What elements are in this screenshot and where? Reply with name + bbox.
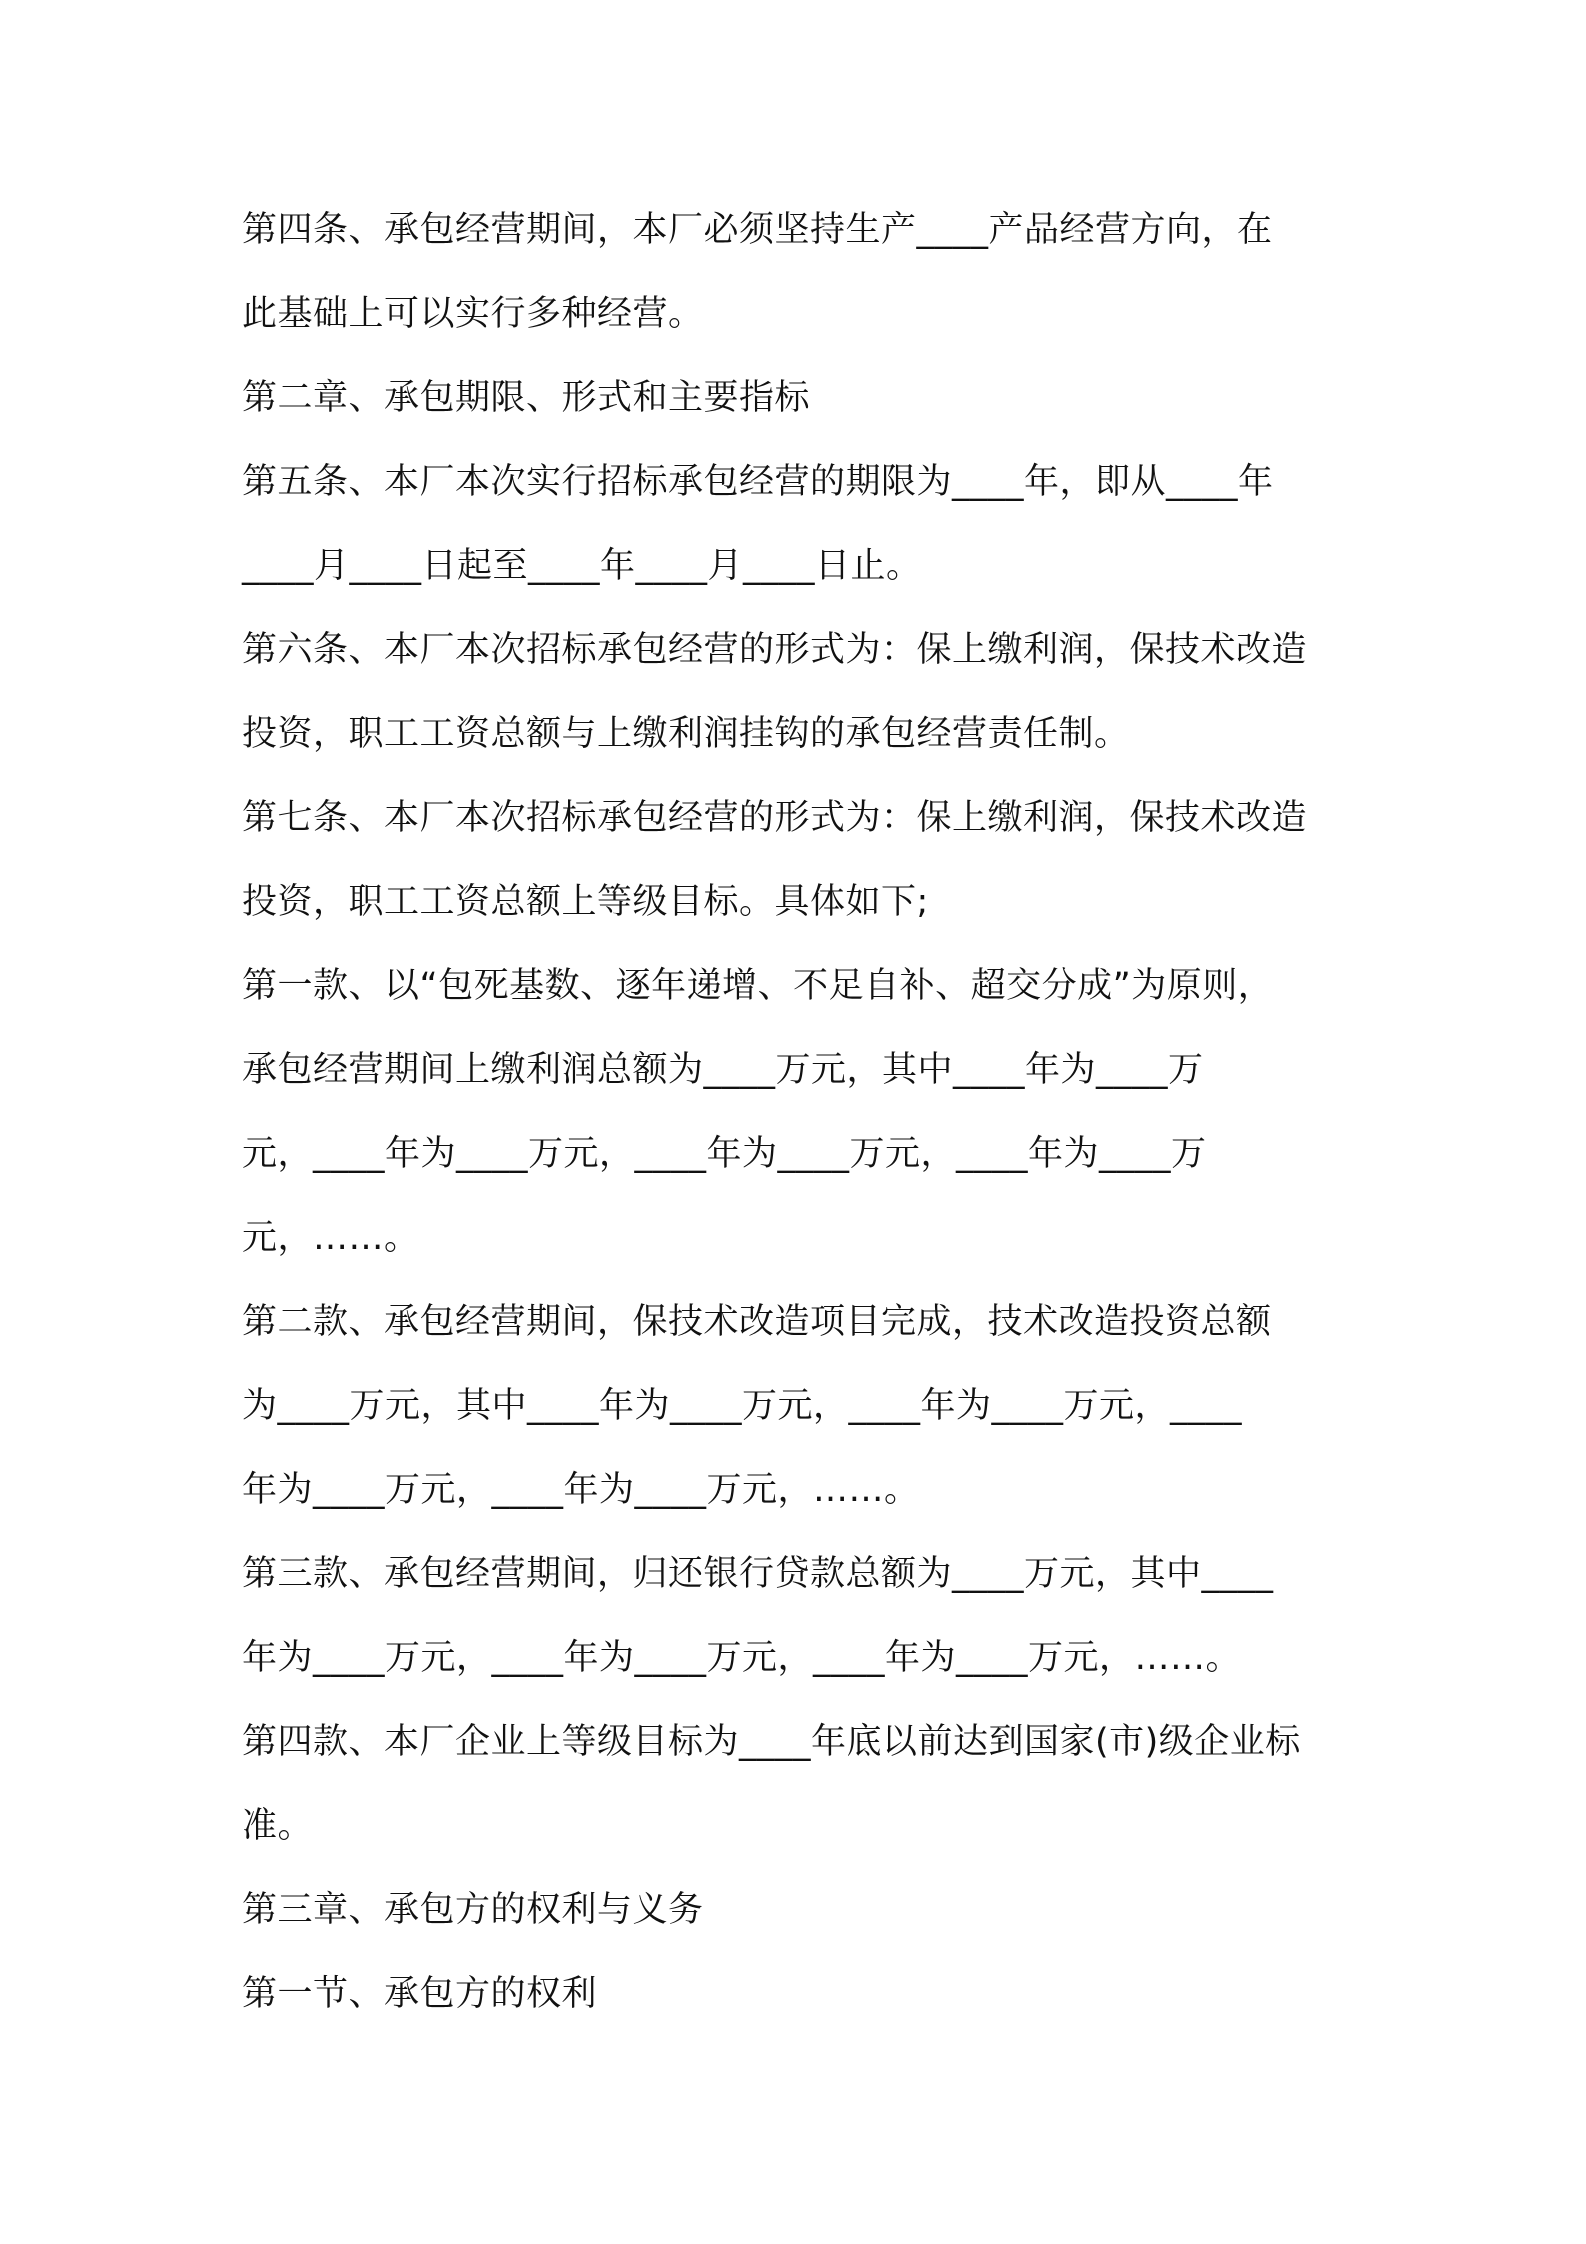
- article-5-line-1: 第五条、本厂本次实行招标承包经营的期限为____年，即从____年: [242, 462, 1274, 502]
- clause-4-line-1: 第四款、本厂企业上等级目标为____年底以前达到国家(市)级企业标: [242, 1722, 1301, 1762]
- article-4-line-2: 此基础上可以实行多种经营。: [242, 294, 704, 334]
- article-7-line-1: 第七条、本厂本次招标承包经营的形式为：保上缴利润，保技术改造: [242, 798, 1308, 838]
- clause-4-line-2: 准。: [242, 1806, 314, 1846]
- clause-2-line-3: 年为____万元，____年为____万元，……。: [242, 1470, 920, 1510]
- clause-1-line-4: 元，……。: [242, 1218, 420, 1258]
- article-5-line-2: ____月____日起至____年____月____日止。: [242, 546, 922, 586]
- section-1-heading: 第一节、承包方的权利: [242, 1974, 598, 2014]
- clause-2-line-2: 为____万元，其中____年为____万元，____年为____万元，____: [242, 1386, 1243, 1426]
- clause-1-line-3: 元，____年为____万元，____年为____万元，____年为____万: [242, 1134, 1207, 1174]
- article-4-line-1: 第四条、承包经营期间，本厂必须坚持生产____产品经营方向，在: [242, 210, 1273, 250]
- clause-3-line-2: 年为____万元，____年为____万元，____年为____万元，……。: [242, 1638, 1242, 1678]
- article-6-line-2: 投资，职工工资总额与上缴利润挂钩的承包经营责任制。: [242, 714, 1130, 754]
- article-7-line-2: 投资，职工工资总额上等级目标。具体如下;: [242, 882, 929, 922]
- clause-2-line-1: 第二款、承包经营期间，保技术改造项目完成，技术改造投资总额: [242, 1302, 1272, 1342]
- chapter-2-heading: 第二章、承包期限、形式和主要指标: [242, 378, 811, 418]
- article-6-line-1: 第六条、本厂本次招标承包经营的形式为：保上缴利润，保技术改造: [242, 630, 1308, 670]
- clause-1-line-2: 承包经营期间上缴利润总额为____万元，其中____年为____万: [242, 1050, 1204, 1090]
- chapter-3-heading: 第三章、承包方的权利与义务: [242, 1890, 704, 1930]
- clause-1-line-1: 第一款、以“包死基数、逐年递增、不足自补、超交分成”为原则，: [242, 966, 1274, 1006]
- clause-3-line-1: 第三款、承包经营期间，归还银行贷款总额为____万元，其中____: [242, 1554, 1274, 1594]
